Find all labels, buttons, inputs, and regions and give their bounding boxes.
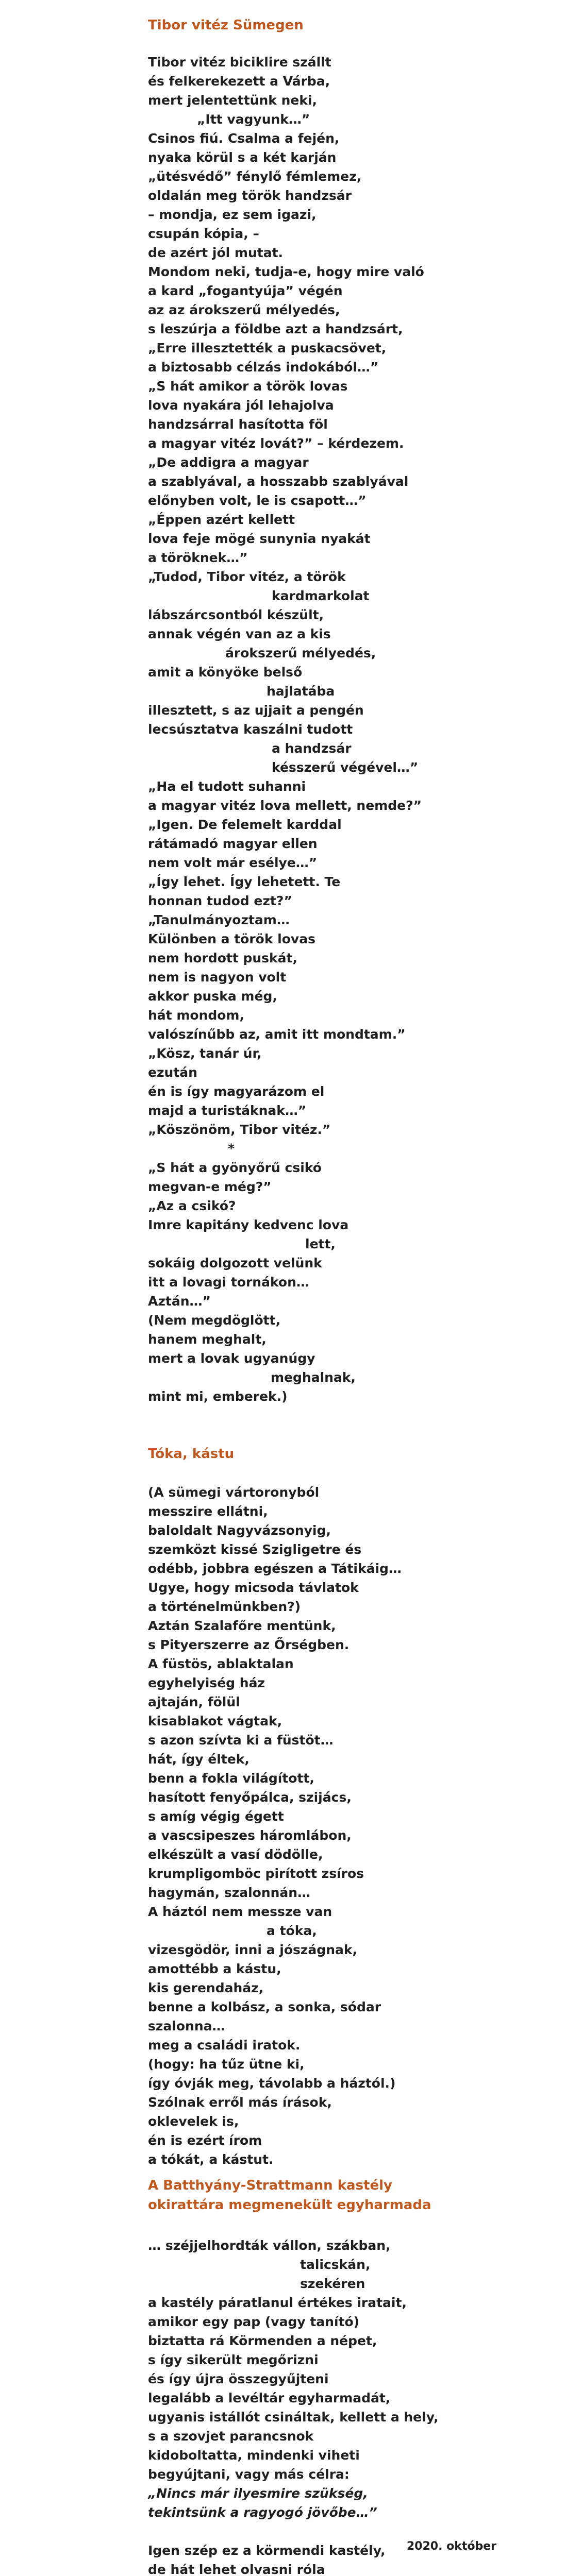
poem-line: de hát lehet olvasni róla bbox=[148, 2562, 325, 2576]
poem-line: talicskán, bbox=[300, 2257, 371, 2272]
poem-line: Különben a török lovas bbox=[148, 931, 315, 946]
poem-line: előnyben volt, le is csapott…” bbox=[148, 493, 367, 508]
poem-line: mert jelentettünk neki, bbox=[148, 93, 318, 108]
poem-line: amikor egy pap (vagy tanító) bbox=[148, 2314, 360, 2329]
poem-line: „Erre illesztették a puskacsövet, bbox=[148, 341, 387, 355]
poem-line: hajlatába bbox=[267, 684, 335, 699]
poem-line: amit a könyöke belső bbox=[148, 665, 303, 680]
poem-line: meghalnak, bbox=[271, 1370, 356, 1385]
poem-line: lova feje mögé sunynia nyakát bbox=[148, 531, 371, 546]
poem-line: az az árokszerű mélyedés, bbox=[148, 302, 340, 317]
poem-line: s a szovjet parancsnok bbox=[148, 2429, 314, 2444]
poem-line: illesztett, s az ujjait a pengén bbox=[148, 703, 364, 718]
poem-line: hagymán, szalonnán… bbox=[148, 1885, 311, 1900]
poem-line: Aztán…” bbox=[148, 1294, 211, 1309]
poem-title: A Batthyány-Strattmann kastély okirattára megmenekült egyharmada bbox=[148, 2178, 431, 2213]
poem-line: A füstös, ablaktalan bbox=[148, 1656, 294, 1671]
poem-line: Csinos fiú. Csalma a fején, bbox=[148, 131, 340, 146]
poem-line: és így újra összegyűjteni bbox=[148, 2371, 329, 2386]
poem-line: (A sümegi vártoronyból bbox=[148, 1485, 320, 1500]
poem-line: mert a lovak ugyanúgy bbox=[148, 1351, 315, 1366]
poem-line: lova nyakára jól lehajolva bbox=[148, 398, 334, 413]
poem-line: Mondom neki, tudja-e, hogy mire való bbox=[148, 264, 424, 279]
poem-line: a vascsipeszes háromlábon, bbox=[148, 1828, 352, 1843]
poem-line: A háztól nem messze van bbox=[148, 1904, 332, 1919]
poem-line: megvan-e még?” bbox=[148, 1179, 272, 1194]
poem-line: „Így lehet. Így lehetett. Te bbox=[148, 874, 341, 889]
date-line: 2020. október bbox=[406, 2540, 496, 2553]
poem-line: én is ezért írom bbox=[148, 2133, 262, 2148]
poem-line: tekintsünk a ragyogó jövőbe…” bbox=[148, 2505, 377, 2520]
poem-line: s így sikerült megőrizni bbox=[148, 2352, 319, 2367]
poem-line: amottébb a kástu, bbox=[148, 1961, 281, 1976]
poem-body bbox=[148, 53, 424, 1406]
poem-line: (hogy: ha tűz ütne ki, bbox=[148, 2057, 305, 2072]
poem-line: csupán kópia, – bbox=[148, 226, 259, 241]
poem-line: a tókát, a kástut. bbox=[148, 2152, 274, 2167]
poem-line: én is így magyarázom el bbox=[148, 1084, 325, 1099]
poem-line: „De addigra a magyar bbox=[148, 455, 309, 470]
poem-line: biztatta rá Körmenden a népet, bbox=[148, 2333, 377, 2348]
poem-line: „Tudod, Tibor vitéz, a török bbox=[148, 569, 346, 584]
poem-line: nem hordott puskát, bbox=[148, 951, 298, 965]
poem-line: akkor puska még, bbox=[148, 989, 277, 1004]
poem-line: kisablakot vágtak, bbox=[148, 1714, 282, 1728]
poem-line: hát mondom, bbox=[148, 1008, 244, 1023]
poem-line: – mondja, ez sem igazi, bbox=[148, 207, 317, 222]
poem-line: Ugye, hogy micsoda távlatok bbox=[148, 1580, 359, 1595]
poem-line: a történelmünkben?) bbox=[148, 1599, 301, 1614]
poem-line: a biztosabb célzás indokából…” bbox=[148, 360, 379, 375]
poem-line: lecsúsztatva kaszálni tudott bbox=[148, 722, 353, 737]
poem-line: szemközt kissé Szigligetre és bbox=[148, 1542, 362, 1557]
poem-line: hasított fenyőpálca, szijács, bbox=[148, 1790, 352, 1805]
poem-line: ajtaján, fölül bbox=[148, 1694, 240, 1709]
poem-line: késszerű végével…” bbox=[272, 760, 419, 775]
poem-line: lett, bbox=[305, 1236, 336, 1251]
poem-line: Tibor vitéz biciklire szállt bbox=[148, 55, 331, 70]
poem-line: mint mi, emberek.) bbox=[148, 1389, 288, 1404]
poem-line: s amíg végig égett bbox=[148, 1809, 284, 1824]
poem-line: elkészült a vasí dödölle, bbox=[148, 1847, 323, 1862]
poem-line: „Köszönöm, Tibor vitéz.” bbox=[148, 1122, 331, 1137]
poem-line: a kard „fogantyúja” végén bbox=[148, 283, 343, 298]
poem-line: (Nem megdöglött, bbox=[148, 1313, 281, 1328]
poem-line: begyújtani, vagy más célra: bbox=[148, 2467, 350, 2482]
poem-line: ezután bbox=[148, 1065, 197, 1080]
poem-line: „Igen. De felemelt karddal bbox=[148, 817, 342, 832]
poem-line: „Ha el tudott suhanni bbox=[148, 779, 306, 794]
poem-line: s Pityerszerre az Őrségben. bbox=[148, 1637, 350, 1652]
poem-line: majd a turistáknak…” bbox=[148, 1103, 307, 1118]
poem-line: szekéren bbox=[300, 2276, 365, 2291]
poem-line: valószínűbb az, amit itt mondtam.” bbox=[148, 1027, 406, 1042]
poem-line: Aztán Szalafőre mentünk, bbox=[148, 1618, 336, 1633]
poem-line: annak végén van az a kis bbox=[148, 626, 331, 641]
poem-line: a szablyával, a hosszabb szablyával bbox=[148, 474, 409, 489]
poem-line: a magyar vitéz lovát?” – kérdezem. bbox=[148, 436, 404, 451]
poem-line: Szólnak erről más írások, bbox=[148, 2095, 332, 2110]
poem-line: … széjjelhordták vállon, szákban, bbox=[148, 2238, 391, 2253]
poem-line: baloldalt Nagyvázsonyig, bbox=[148, 1523, 331, 1538]
poem-line: „S hát amikor a török lovas bbox=[148, 379, 348, 394]
poem-line: a tóka, bbox=[267, 1923, 317, 1938]
poem-line: „Nincs már ilyesmire szükség, bbox=[148, 2486, 368, 2501]
poem-line: a kastély páratlanul értékes iratait, bbox=[148, 2295, 407, 2310]
poem-line: honnan tudod ezt?” bbox=[148, 893, 292, 908]
poem-line: „S hát a gyönyőrű csikó bbox=[148, 1160, 322, 1175]
poem-body bbox=[148, 1483, 402, 2169]
poem-line: benn a fokla világított, bbox=[148, 1771, 314, 1786]
poem-line: a handzsár bbox=[272, 741, 352, 756]
poem-line: nem volt már esélye…” bbox=[148, 855, 318, 870]
poem-line: itt a lovagi tornákon… bbox=[148, 1275, 309, 1290]
poem-line: kis gerendaház, bbox=[148, 1980, 264, 1995]
poem-line: de azért jól mutat. bbox=[148, 245, 284, 260]
poem-line: és felkerekezett a Várba, bbox=[148, 74, 330, 89]
poem-line: sokáig dolgozott velünk bbox=[148, 1256, 322, 1270]
poem-line: s leszúrja a földbe azt a handzsárt, bbox=[148, 321, 403, 336]
poem-line: oklevelek is, bbox=[148, 2114, 239, 2129]
poem-line: Imre kapitány kedvenc lova bbox=[148, 1217, 349, 1232]
poem-line: „Kösz, tanár úr, bbox=[148, 1046, 262, 1061]
poem-line: kardmarkolat bbox=[272, 588, 370, 603]
poem-line: s azon szívta ki a füstöt… bbox=[148, 1733, 334, 1748]
poem-line: krumpligomböc pirított zsíros bbox=[148, 1866, 364, 1881]
poem-line: a töröknek…” bbox=[148, 550, 248, 565]
poem-line: hát, így éltek, bbox=[148, 1752, 250, 1767]
poem-line: „Itt vagyunk…” bbox=[197, 112, 310, 127]
poem-title: Tibor vitéz Sümegen bbox=[148, 18, 304, 33]
poem-line: lábszárcsontból készült, bbox=[148, 607, 324, 622]
section-separator: * bbox=[228, 1141, 235, 1156]
poem-line bbox=[148, 2522, 439, 2541]
poem-line: ugyanis istállót csináltak, kellett a hely, bbox=[148, 2410, 439, 2425]
poem-line: oldalán meg török handzsár bbox=[148, 188, 352, 203]
poem-line: nem is nagyon volt bbox=[148, 970, 287, 985]
poem-line: a magyar vitéz lova mellett, nemde?” bbox=[148, 798, 422, 813]
poem-line: handzsárral hasította föl bbox=[148, 417, 328, 432]
poem-line: rátámadó magyar ellen bbox=[148, 836, 318, 851]
poem-line: meg a családi iratok. bbox=[148, 2038, 301, 2053]
poem-line: egyhelyiség ház bbox=[148, 1675, 265, 1690]
poem-line: odébb, jobbra egészen a Tátikáig… bbox=[148, 1561, 402, 1576]
poem-line: „Éppen azért kellett bbox=[148, 512, 295, 527]
poem-line: árokszerű mélyedés, bbox=[225, 646, 376, 660]
poem-line: így óvják meg, távolabb a háztól.) bbox=[148, 2076, 396, 2091]
poem-line: hanem meghalt, bbox=[148, 1332, 267, 1347]
poem-line: messzire ellátni, bbox=[148, 1504, 268, 1519]
poem-line: „Az a csikó? bbox=[148, 1198, 236, 1213]
poem-line: szalonna… bbox=[148, 2019, 225, 2033]
poem-line: vizesgödör, inni a jószágnak, bbox=[148, 1942, 357, 1957]
poem-line: kidoboltatta, mindenki viheti bbox=[148, 2448, 360, 2463]
poem-title: Tóka, kástu bbox=[148, 1446, 235, 1462]
poem-line: legalább a levéltár egyharmadát, bbox=[148, 2391, 391, 2405]
poem-body bbox=[148, 2236, 439, 2576]
poem-line: „ütésvédő” fénylő fémlemez, bbox=[148, 169, 362, 184]
poem-line: nyaka körül s a két karján bbox=[148, 150, 337, 165]
poem-line: „Tanulmányoztam… bbox=[148, 912, 290, 927]
poem-line: benne a kolbász, a sonka, sódar bbox=[148, 1999, 381, 2014]
poem-line: Igen szép ez a körmendi kastély, bbox=[148, 2543, 386, 2558]
